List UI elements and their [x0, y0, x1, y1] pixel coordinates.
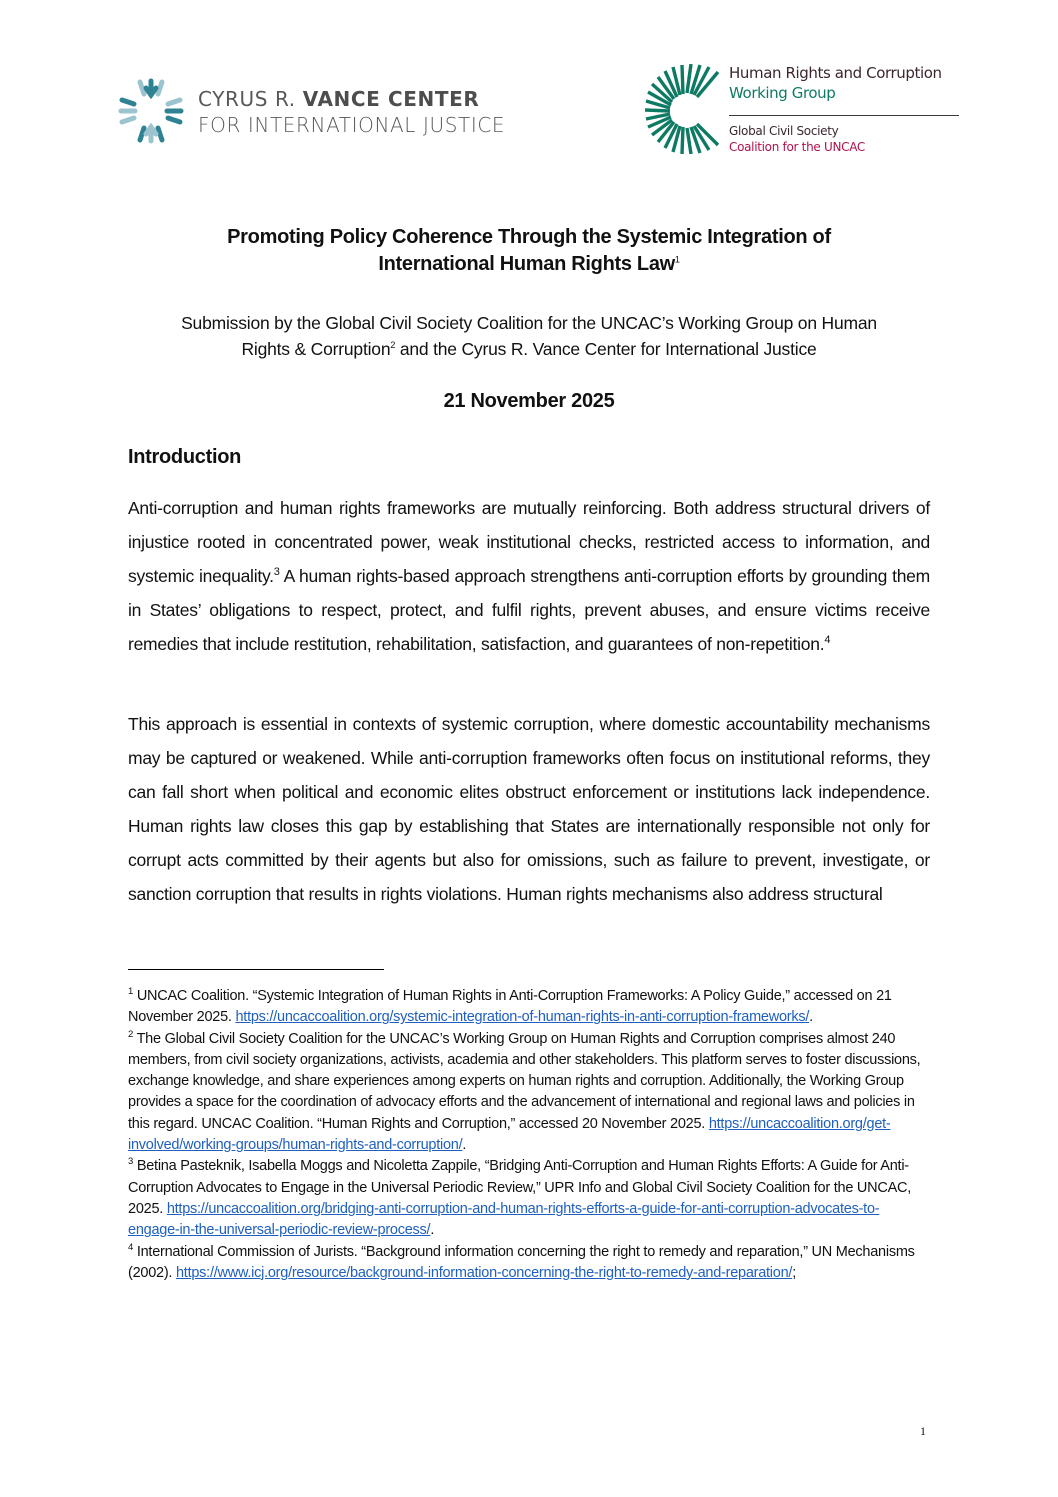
hrc-logo-line1: Human Rights and Corruption: [729, 64, 942, 82]
footnote-ref-3[interactable]: 3: [273, 566, 280, 579]
page-number: 1: [920, 1424, 926, 1438]
footnote-3: $^3$ Betina Pasteknik, Isabella Moggs and Nicoletta Zappile, “Bridging Anti-Corruption and Human Rights Efforts: A Guide for Anti-Corruption Advocates to Engage in the Universal Periodic Review,” UPR Info and Global Civil Society Coalition for the UNCAC, 2025. https://uncaccoalition.org/bridging-anti-corruption-and-human-rights-efforts-a-guide-for-anti-corruption-advocates-to-engage-in-the-universal-periodic-review-process/.: [128, 1156, 911, 1239]
footnote-3-link[interactable]: https://uncaccoalition.org/bridging-anti-corruption-and-human-rights-efforts-a-guide-for-anti-corruption-advocates-to-engage-in-the-universal-periodic-review-process/: [128, 1200, 880, 1239]
footnote-1-link[interactable]: https://uncaccoalition.org/systemic-integration-of-human-rights-in-anti-corruption-frameworks/: [235, 1009, 810, 1026]
footnote-2: $^2$ The Global Civil Society Coalition for the UNCAC’s Working Group on Human Rights and Corruption comprises almost 240 members, from civil society organizations, activists, academia and other stakeholders. This platform serves to foster discussions, exchange knowledge, and share experiences among experts on human rights and corruption. Additionally, the Working Group provides a space for the coordination of advocacy efforts and the advancement of international and regional laws and policies in this regard. UNCAC Coalition. “Human Rights and Corruption,” accessed 20 November 2025. https://uncaccoalition.org/get-involved/working-groups/human-rights-and-corruption/.: [128, 1028, 921, 1154]
footnote-1: $^1$ UNCAC Coalition. “Systemic Integration of Human Rights in Anti-Corruption Frameworks: A Policy Guide,” accessed on 21 November 2025. https://uncaccoalition.org/systemic-integration-of-human-rights-in-anti-corruption-frameworks/.: [128, 986, 892, 1026]
hrc-logo-line4: Coalition for the UNCAC: [729, 140, 865, 154]
footnote-ref-2[interactable]: 2: [390, 340, 396, 351]
title-line-1: Promoting Policy Coherence Through the Systemic Integration of: [227, 226, 831, 248]
footnote-4: $^4$ International Commission of Jurists. “Background information concerning the right to remedy and reparation,” UN Mechanisms (2002). https://www.icj.org/resource/background-information-concerning-the-right-to-remedy-and-reparation/;: [128, 1241, 915, 1281]
footnote-4-link[interactable]: https://www.icj.org/resource/background-information-concerning-the-right-to-remedy-and-reparation/: [175, 1264, 793, 1281]
title-line-2: International Human Rights Law$^1$: [378, 253, 680, 275]
footnote-2-link[interactable]: https://uncaccoalition.org/get-involved/working-groups/human-rights-and-corruption/: [128, 1115, 891, 1154]
footnote-separator: [128, 969, 384, 970]
vance-logo-line1: CYRUS R. VANCE CENTER: [198, 87, 480, 111]
footnote-ref-4[interactable]: 4: [824, 634, 831, 647]
footnote-ref-1[interactable]: 1: [674, 254, 680, 265]
hrc-logo-line3: Global Civil Society: [729, 124, 839, 138]
subtitle-line-1: Submission by the Global Civil Society Coalition for the UNCAC’s Working Group on Human: [181, 313, 877, 333]
body-paragraph-2: This approach is essential in contexts of systemic corruption, where domestic accountability mechanisms may be captured or weakened. While anti-corruption frameworks often focus on institutional reforms, they can fall short when political and economic elites obstruct enforcement or institutions lack independence. Human rights law closes this gap by establishing that States are internationally responsible not only for corrupt acts committed by their agents but also for omissions, such as failure to prevent, investigate, or sanction corruption that results in rights violations. Human rights mechanisms also address structural: [128, 714, 930, 904]
document-subtitle: [128, 310, 930, 362]
hrc-c-sunburst-icon: [645, 64, 725, 154]
footnotes: [128, 986, 930, 1284]
vance-center-logo: [118, 76, 508, 148]
hrc-working-group-logo: [645, 60, 965, 160]
section-heading-introduction: Introduction: [128, 446, 242, 468]
hrc-logo-divider: [729, 115, 959, 116]
hrc-logo-line2: Working Group: [729, 84, 836, 102]
document-title: [128, 224, 930, 278]
document-date: 21 November 2025: [443, 390, 615, 412]
vance-starburst-icon: [118, 78, 184, 144]
vance-logo-line2: FOR INTERNATIONAL JUSTICE: [198, 113, 506, 137]
subtitle-line-2: Rights & Corruption$^2$ and the Cyrus R. Vance Center for International Justice: [241, 339, 817, 359]
body-paragraph-1: Anti-corruption and human rights frameworks are mutually reinforcing. Both address structural drivers of injustice rooted in concentrated power, weak institutional checks, restricted access to information, and systemic inequality.$^3$ A human rights-based approach strengthens anti-corruption efforts by grounding them in States’ obligations to respect, protect, and fulfil rights, prevent abuses, and ensure victims receive remedies that include restitution, rehabilitation, satisfaction, and guarantees of non-repetition.$^4$: [128, 498, 930, 654]
